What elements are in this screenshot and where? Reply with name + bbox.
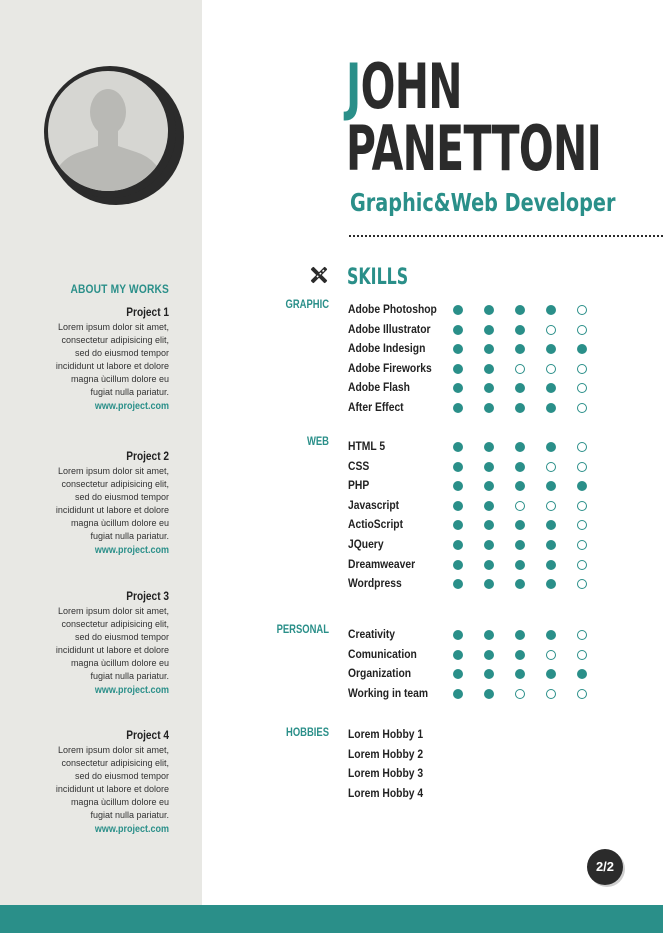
skill-name: Adobe Flash (348, 380, 410, 395)
rating-dot-empty (577, 442, 587, 452)
rating-dot-filled (484, 540, 494, 550)
project-description-line: fugiat nulla pariatur. (90, 810, 169, 820)
skill-row (348, 380, 608, 396)
project-description-line: sed do eiusmod tempor (74, 492, 169, 502)
project-link[interactable]: www.project.com (94, 824, 169, 835)
rating-dot-filled (546, 560, 556, 570)
skill-group-label: PERSONAL (276, 624, 329, 636)
skill-rating (453, 520, 593, 532)
hobby-item: Lorem Hobby 4 (348, 785, 424, 800)
rating-dot-empty (577, 462, 587, 472)
skill-name: Dreamweaver (348, 556, 416, 571)
project-description (0, 321, 169, 399)
pencil-ruler-icon (308, 264, 330, 286)
rating-dot-empty (515, 501, 525, 511)
rating-dot-filled (484, 501, 494, 511)
rating-dot-filled (515, 442, 525, 452)
project-description-line: fugiat nulla pariatur. (90, 387, 169, 397)
project-link[interactable]: www.project.com (94, 545, 169, 556)
rating-dot-filled (515, 579, 525, 589)
avatar-icon (40, 64, 186, 210)
rating-dot-filled (484, 650, 494, 660)
about-my-works-heading: ABOUT MY WORKS (70, 282, 169, 296)
rating-dot-empty (546, 364, 556, 374)
job-title: Graphic&Web Developer (350, 188, 616, 217)
skill-rating (453, 462, 593, 474)
rating-dot-filled (484, 689, 494, 699)
rating-dot-filled (546, 344, 556, 354)
project-description-line: sed do eiusmod tempor (74, 348, 169, 358)
rating-dot-filled (484, 364, 494, 374)
rating-dot-empty (577, 540, 587, 550)
rating-dot-empty (546, 501, 556, 511)
skill-rating (453, 442, 593, 454)
rating-dot-filled (515, 650, 525, 660)
rating-dot-filled (515, 560, 525, 570)
rating-dot-filled (515, 540, 525, 550)
project-description-line: consectetur adipisicing elit, (61, 619, 169, 629)
rating-dot-filled (546, 305, 556, 315)
skill-group-label: GRAPHIC (285, 299, 329, 311)
skill-row (348, 647, 608, 663)
rating-dot-filled (453, 442, 463, 452)
rating-dot-filled (484, 630, 494, 640)
rating-dot-filled (484, 344, 494, 354)
project-description-line: incididunt ut labore et dolore (55, 505, 169, 515)
project-description-line: incididunt ut labore et dolore (55, 645, 169, 655)
project-description-line: fugiat nulla pariatur. (90, 671, 169, 681)
skill-name: HTML 5 (348, 439, 386, 453)
skill-rating (453, 579, 593, 591)
skill-row (348, 517, 608, 533)
skill-rating (453, 305, 593, 317)
skill-rating (453, 650, 593, 662)
skill-name: Creativity (348, 627, 396, 641)
rating-dot-filled (546, 442, 556, 452)
rating-dot-filled (453, 481, 463, 491)
rating-dot-filled (546, 669, 556, 679)
skill-row (348, 302, 608, 318)
project-description-line: fugiat nulla pariatur. (90, 531, 169, 541)
skill-rating (453, 630, 593, 642)
skill-name: Javascript (348, 497, 400, 512)
skill-name: CSS (348, 458, 370, 473)
project-name: Project 3 (126, 591, 169, 603)
skill-rating (453, 501, 593, 513)
rating-dot-empty (546, 325, 556, 335)
project-description-line: magna ùcillum dolore eu (70, 658, 169, 668)
skill-rating (453, 669, 593, 681)
project-description-line: sed do eiusmod tempor (74, 632, 169, 642)
skill-name: Comunication (348, 646, 417, 661)
skill-rating (453, 383, 593, 395)
rating-dot-empty (577, 630, 587, 640)
rating-dot-filled (453, 383, 463, 393)
rating-dot-filled (546, 481, 556, 491)
rating-dot-filled (484, 669, 494, 679)
rating-dot-filled (453, 560, 463, 570)
project-link[interactable]: www.project.com (94, 401, 169, 412)
name-initial: J (346, 50, 361, 123)
rating-dot-filled (546, 579, 556, 589)
skill-rating (453, 481, 593, 493)
rating-dot-filled (577, 344, 587, 354)
project-description-line: sed do eiusmod tempor (74, 771, 169, 781)
skill-rating (453, 560, 593, 572)
skill-name: Adobe Fireworks (348, 360, 432, 375)
rating-dot-empty (577, 689, 587, 699)
rating-dot-empty (577, 520, 587, 530)
rating-dot-filled (515, 630, 525, 640)
rating-dot-empty (546, 462, 556, 472)
rating-dot-filled (546, 383, 556, 393)
project-name: Project 1 (126, 307, 169, 319)
rating-dot-filled (515, 481, 525, 491)
project-item (0, 590, 169, 698)
project-description-line: Lorem ipsum dolor sit amet, (57, 606, 169, 616)
rating-dot-empty (577, 501, 587, 511)
rating-dot-empty (577, 305, 587, 315)
project-description (0, 744, 169, 822)
project-description-line: consectetur adipisicing elit, (61, 335, 169, 345)
rating-dot-filled (453, 305, 463, 315)
skill-row (348, 478, 608, 494)
rating-dot-filled (453, 630, 463, 640)
rating-dot-empty (577, 579, 587, 589)
skill-name: Adobe Photoshop (348, 302, 437, 316)
rating-dot-filled (484, 383, 494, 393)
rating-dot-empty (515, 689, 525, 699)
rating-dot-filled (453, 520, 463, 530)
skill-row (348, 627, 608, 643)
rating-dot-filled (546, 540, 556, 550)
skill-rating (453, 540, 593, 552)
skill-row (348, 686, 608, 702)
project-description (0, 465, 169, 543)
project-item (0, 450, 169, 558)
project-description-line: Lorem ipsum dolor sit amet, (57, 745, 169, 755)
rating-dot-filled (484, 579, 494, 589)
skill-row (348, 498, 608, 514)
project-description-line: Lorem ipsum dolor sit amet, (57, 466, 169, 476)
rating-dot-filled (515, 305, 525, 315)
rating-dot-filled (484, 462, 494, 472)
skill-row (348, 576, 608, 592)
rating-dot-filled (484, 560, 494, 570)
page-indicator: 2/2 (587, 849, 623, 885)
project-description-line: incididunt ut labore et dolore (55, 361, 169, 371)
skill-group-label: WEB (306, 436, 329, 448)
rating-dot-filled (515, 403, 525, 413)
rating-dot-filled (484, 403, 494, 413)
skill-name: After Effect (348, 400, 404, 414)
project-description-line: magna ùcillum dolore eu (70, 518, 169, 528)
project-description-line: incididunt ut labore et dolore (55, 784, 169, 794)
skills-heading: SKILLS (347, 265, 409, 290)
rating-dot-filled (515, 669, 525, 679)
rating-dot-filled (453, 689, 463, 699)
rating-dot-filled (453, 669, 463, 679)
skill-row (348, 537, 608, 553)
skill-row (348, 439, 608, 455)
project-link[interactable]: www.project.com (94, 685, 169, 696)
skill-rating (453, 364, 593, 376)
footer-bar (0, 905, 663, 933)
skill-row (348, 361, 608, 377)
rating-dot-filled (484, 442, 494, 452)
rating-dot-filled (453, 344, 463, 354)
skill-row (348, 557, 608, 573)
rating-dot-filled (546, 630, 556, 640)
skill-name: Wordpress (348, 576, 402, 591)
rating-dot-filled (515, 520, 525, 530)
skill-rating (453, 403, 593, 415)
project-description-line: consectetur adipisicing elit, (61, 479, 169, 489)
last-name: PANETTONI (346, 112, 602, 185)
skill-name: Adobe Illustrator (348, 321, 431, 336)
rating-dot-filled (484, 325, 494, 335)
rating-dot-empty (546, 689, 556, 699)
candidate-name (346, 50, 602, 185)
project-description-line: Lorem ipsum dolor sit amet, (57, 322, 169, 332)
skill-rating (453, 325, 593, 337)
skill-name: Adobe Indesign (348, 341, 426, 356)
project-name: Project 2 (126, 451, 169, 463)
skill-row (348, 341, 608, 357)
rating-dot-empty (577, 650, 587, 660)
skill-row (348, 666, 608, 682)
rating-dot-filled (515, 344, 525, 354)
rating-dot-empty (577, 403, 587, 413)
rating-dot-filled (453, 403, 463, 413)
rating-dot-filled (546, 403, 556, 413)
skill-row (348, 400, 608, 416)
rating-dot-filled (453, 364, 463, 374)
divider (349, 235, 663, 237)
rating-dot-filled (515, 325, 525, 335)
rating-dot-filled (453, 579, 463, 589)
project-description (0, 605, 169, 683)
skill-rating (453, 689, 593, 701)
skill-name: Organization (348, 666, 412, 681)
rating-dot-filled (577, 669, 587, 679)
rating-dot-filled (484, 481, 494, 491)
skill-row (348, 459, 608, 475)
skill-row (348, 322, 608, 338)
first-name-rest: OHN (360, 50, 462, 123)
hobby-item: Lorem Hobby 2 (348, 746, 424, 761)
hobby-item: Lorem Hobby 1 (348, 727, 424, 741)
rating-dot-filled (453, 462, 463, 472)
rating-dot-filled (515, 383, 525, 393)
hobby-item: Lorem Hobby 3 (348, 766, 424, 781)
rating-dot-filled (515, 462, 525, 472)
rating-dot-filled (484, 520, 494, 530)
rating-dot-filled (453, 540, 463, 550)
rating-dot-filled (453, 501, 463, 511)
rating-dot-empty (577, 364, 587, 374)
skill-name: PHP (348, 478, 370, 493)
project-name: Project 4 (126, 730, 169, 742)
skill-name: ActioScript (348, 517, 404, 532)
project-description-line: magna ùcillum dolore eu (70, 797, 169, 807)
project-description-line: magna ùcillum dolore eu (70, 374, 169, 384)
rating-dot-empty (546, 650, 556, 660)
project-item (0, 729, 169, 837)
project-item (0, 306, 169, 414)
rating-dot-empty (577, 560, 587, 570)
skill-name: JQuery (348, 537, 384, 551)
skill-rating (453, 344, 593, 356)
rating-dot-filled (577, 481, 587, 491)
rating-dot-empty (577, 383, 587, 393)
skill-name: Working in team (348, 685, 429, 700)
rating-dot-empty (577, 325, 587, 335)
profile-photo-placeholder (40, 64, 186, 210)
rating-dot-empty (515, 364, 525, 374)
rating-dot-filled (453, 650, 463, 660)
hobbies-label: HOBBIES (286, 727, 329, 739)
rating-dot-filled (453, 325, 463, 335)
rating-dot-filled (546, 520, 556, 530)
project-description-line: consectetur adipisicing elit, (61, 758, 169, 768)
rating-dot-filled (484, 305, 494, 315)
